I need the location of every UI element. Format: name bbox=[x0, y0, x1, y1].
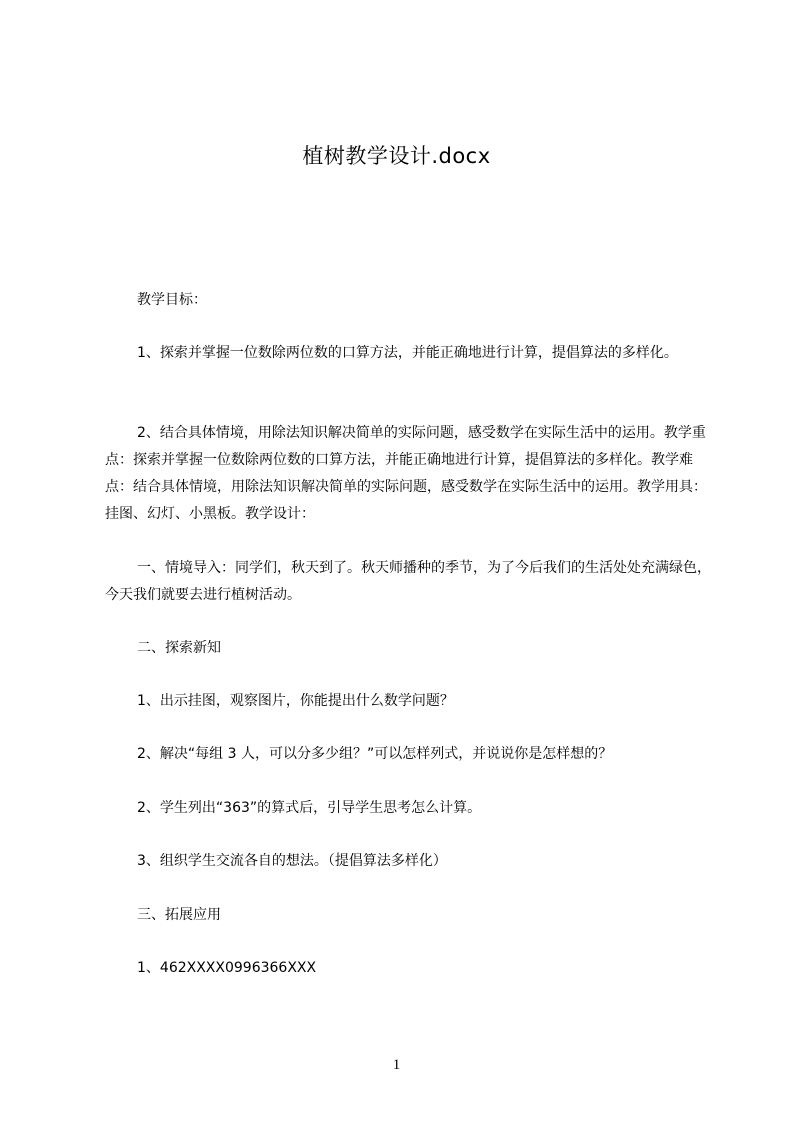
section-2-heading: 二、探索新知 bbox=[137, 640, 221, 656]
objectives-heading: 教学目标： bbox=[137, 292, 207, 308]
list-item-5: 1、462XXXX0996366XXX bbox=[137, 960, 317, 976]
objective-2-paragraph: 2、结合具体情境，用除法知识解决简单的实际问题，感受数学在实际生活中的运用。教学重点：探索并掌握一位数除两位数的口算方法，并能正确地进行计算，提倡算法的多样化。教学难点：结合具体情境，用除法知识解决简单的实际问题，感受数学在实际生活中的运用。教学用具：挂图、幻灯、小黑板。教学设计： bbox=[105, 425, 707, 522]
document-title: 植树教学设计.docx bbox=[302, 144, 491, 168]
list-item-3: 2、学生列出“363”的算式后，引导学生思考怎么计算。 bbox=[137, 800, 482, 816]
objective-1-paragraph: 1、探索并掌握一位数除两位数的口算方法，并能正确地进行计算，提倡算法的多样化。 bbox=[137, 345, 678, 361]
list-item-2: 2、解决“每组 3 人，可以分多少组？”可以怎样列式，并说说你是怎样想的？ bbox=[137, 746, 613, 762]
list-item-4: 3、组织学生交流各自的想法。（提倡算法多样化） bbox=[137, 853, 447, 869]
section-1-paragraph: 一、情境导入：同学们，秋天到了。秋天师播种的季节，为了今后我们的生活处处充满绿色，今天我们就要去进行植树活动。 bbox=[105, 560, 711, 603]
list-item-1: 1、出示挂图，观察图片，你能提出什么数学问题？ bbox=[137, 693, 454, 709]
page-number: 1 bbox=[392, 1057, 401, 1073]
section-3-heading: 三、拓展应用 bbox=[137, 907, 221, 923]
